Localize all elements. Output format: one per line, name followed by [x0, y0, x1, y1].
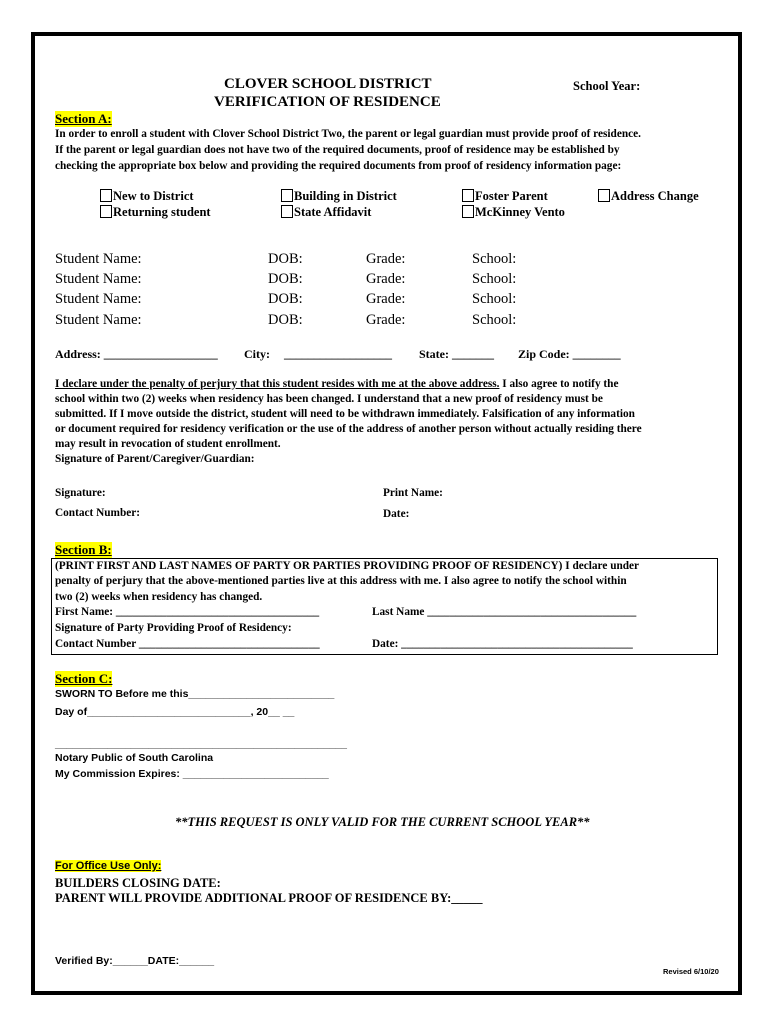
first-name-field[interactable]: First Name: ____________________________________	[55, 606, 320, 618]
grade-label: Grade:	[366, 312, 406, 328]
dob-label: DOB:	[268, 291, 303, 307]
commission-expires-field[interactable]: My Commission Expires: _________________________	[55, 768, 329, 780]
checkbox-box[interactable]	[462, 205, 474, 218]
address-field[interactable]: Address: ___________________	[55, 347, 218, 361]
school-year-label: School Year:	[573, 79, 641, 93]
checkbox-box[interactable]	[598, 189, 610, 202]
student-name-label: Student Name:	[55, 312, 142, 328]
section-a-intro-line1: In order to enroll a student with Clover School District Two, the parent or legal guardian must provide proof of residence.	[55, 128, 641, 140]
signature-party-label: Signature of Party Providing Proof of Residency:	[55, 622, 292, 634]
school-label: School:	[472, 251, 517, 267]
section-b-line1: (PRINT FIRST AND LAST NAMES OF PARTY OR PARTIES PROVIDING PROOF OF RESIDENCY) I declare under	[55, 560, 640, 572]
builders-closing-date-label: BUILDERS CLOSING DATE:	[55, 876, 221, 890]
declaration-line2: school within two (2) weeks when residency has been changed. I understand that a new proof of residency must be	[55, 393, 603, 405]
checkbox-address-change[interactable]: Address Change	[598, 189, 699, 204]
revised-date: Revised 6/10/20	[663, 967, 719, 976]
checkbox-new-to-district[interactable]: New to District	[100, 189, 194, 204]
state-field[interactable]: State: _______	[419, 347, 494, 361]
section-b-line2: penalty of perjury that the above-mentioned parties live at this address with me. I also agree to notify the school within	[55, 575, 627, 587]
student-name-label: Student Name:	[55, 291, 142, 307]
signature-field[interactable]: Signature:	[55, 487, 106, 499]
declaration-underlined: I declare under the penalty of perjury that this student resides with me at the above address.	[55, 378, 500, 390]
checkbox-returning-student[interactable]: Returning student	[100, 205, 211, 220]
checkbox-box[interactable]	[100, 189, 112, 202]
declaration-line1	[55, 377, 618, 393]
date-field[interactable]: Date:	[383, 508, 410, 520]
parent-will-provide-label: PARENT WILL PROVIDE ADDITIONAL PROOF OF RESIDENCE BY:_____	[55, 891, 483, 905]
section-b-contact-field[interactable]: Contact Number ________________________________	[55, 638, 320, 650]
checkbox-box[interactable]	[281, 205, 293, 218]
contact-number-field[interactable]: Contact Number:	[55, 507, 141, 519]
section-b-line3: two (2) weeks when residency has changed.	[55, 591, 263, 603]
dob-label: DOB:	[268, 271, 303, 287]
validity-notice: **THIS REQUEST IS ONLY VALID FOR THE CURRENT SCHOOL YEAR**	[175, 815, 590, 829]
school-label: School:	[472, 312, 517, 328]
parent-will-provide-field[interactable]: _____	[451, 891, 483, 905]
notary-label: Notary Public of South Carolina	[55, 752, 214, 764]
section-c-label: Section C:	[55, 671, 113, 686]
checkbox-state-affidavit[interactable]: State Affidavit	[281, 205, 371, 220]
verified-by-field[interactable]: Verified By:______DATE:______	[55, 955, 215, 967]
section-a-intro-line2: If the parent or legal guardian does not have two of the required documents, proof of residence may be established by	[55, 144, 620, 156]
declaration-line5: may result in revocation of student enrollment.	[55, 438, 281, 450]
grade-label: Grade:	[366, 251, 406, 267]
day-field[interactable]: Day of____________________________, 20__ __	[55, 706, 295, 718]
grade-label: Grade:	[366, 271, 406, 287]
school-label: School:	[472, 271, 517, 287]
declaration-rest: I also agree to notify the	[499, 378, 619, 390]
student-name-label: Student Name:	[55, 271, 142, 287]
notary-signature-line[interactable]: __________________________________________________	[55, 738, 347, 750]
signature-of-guardian-label: Signature of Parent/Caregiver/Guardian:	[55, 453, 255, 465]
form-title-line1: CLOVER SCHOOL DISTRICT	[224, 76, 432, 92]
section-b-date-field[interactable]: Date: _________________________________________	[372, 638, 633, 650]
student-name-label: Student Name:	[55, 251, 142, 267]
school-label: School:	[472, 291, 517, 307]
dob-label: DOB:	[268, 312, 303, 328]
checkbox-building-in-district[interactable]: Building in District	[281, 189, 397, 204]
sworn-field[interactable]: SWORN TO Before me this_________________________	[55, 688, 335, 700]
zip-code-field[interactable]: Zip Code: ________	[518, 347, 621, 361]
grade-label: Grade:	[366, 291, 406, 307]
city-field[interactable]: __________________	[284, 347, 392, 361]
section-a-intro-line3: checking the appropriate box below and providing the required documents from proof of residency information page:	[55, 160, 622, 172]
last-name-field[interactable]: Last Name _____________________________________	[372, 606, 637, 618]
print-name-field[interactable]: Print Name:	[383, 487, 443, 499]
city-label: City:	[244, 347, 270, 361]
checkbox-box[interactable]	[462, 189, 474, 202]
checkbox-box[interactable]	[100, 205, 112, 218]
section-a-label: Section A:	[55, 111, 112, 126]
section-b-label: Section B:	[55, 542, 112, 557]
declaration-line3: submitted. If I move outside the district, student will need to be withdrawn immediately. Falsification of any information	[55, 408, 635, 420]
dob-label: DOB:	[268, 251, 303, 267]
office-use-label: For Office Use Only:	[55, 860, 162, 872]
form-title-line2: VERIFICATION OF RESIDENCE	[214, 94, 441, 110]
checkbox-mckinney-vento[interactable]: McKinney Vento	[462, 205, 565, 220]
declaration-line4: or document required for residency verification or the use of the address of another person without actually residing there	[55, 423, 642, 435]
checkbox-foster-parent[interactable]: Foster Parent	[462, 189, 548, 204]
checkbox-box[interactable]	[281, 189, 293, 202]
